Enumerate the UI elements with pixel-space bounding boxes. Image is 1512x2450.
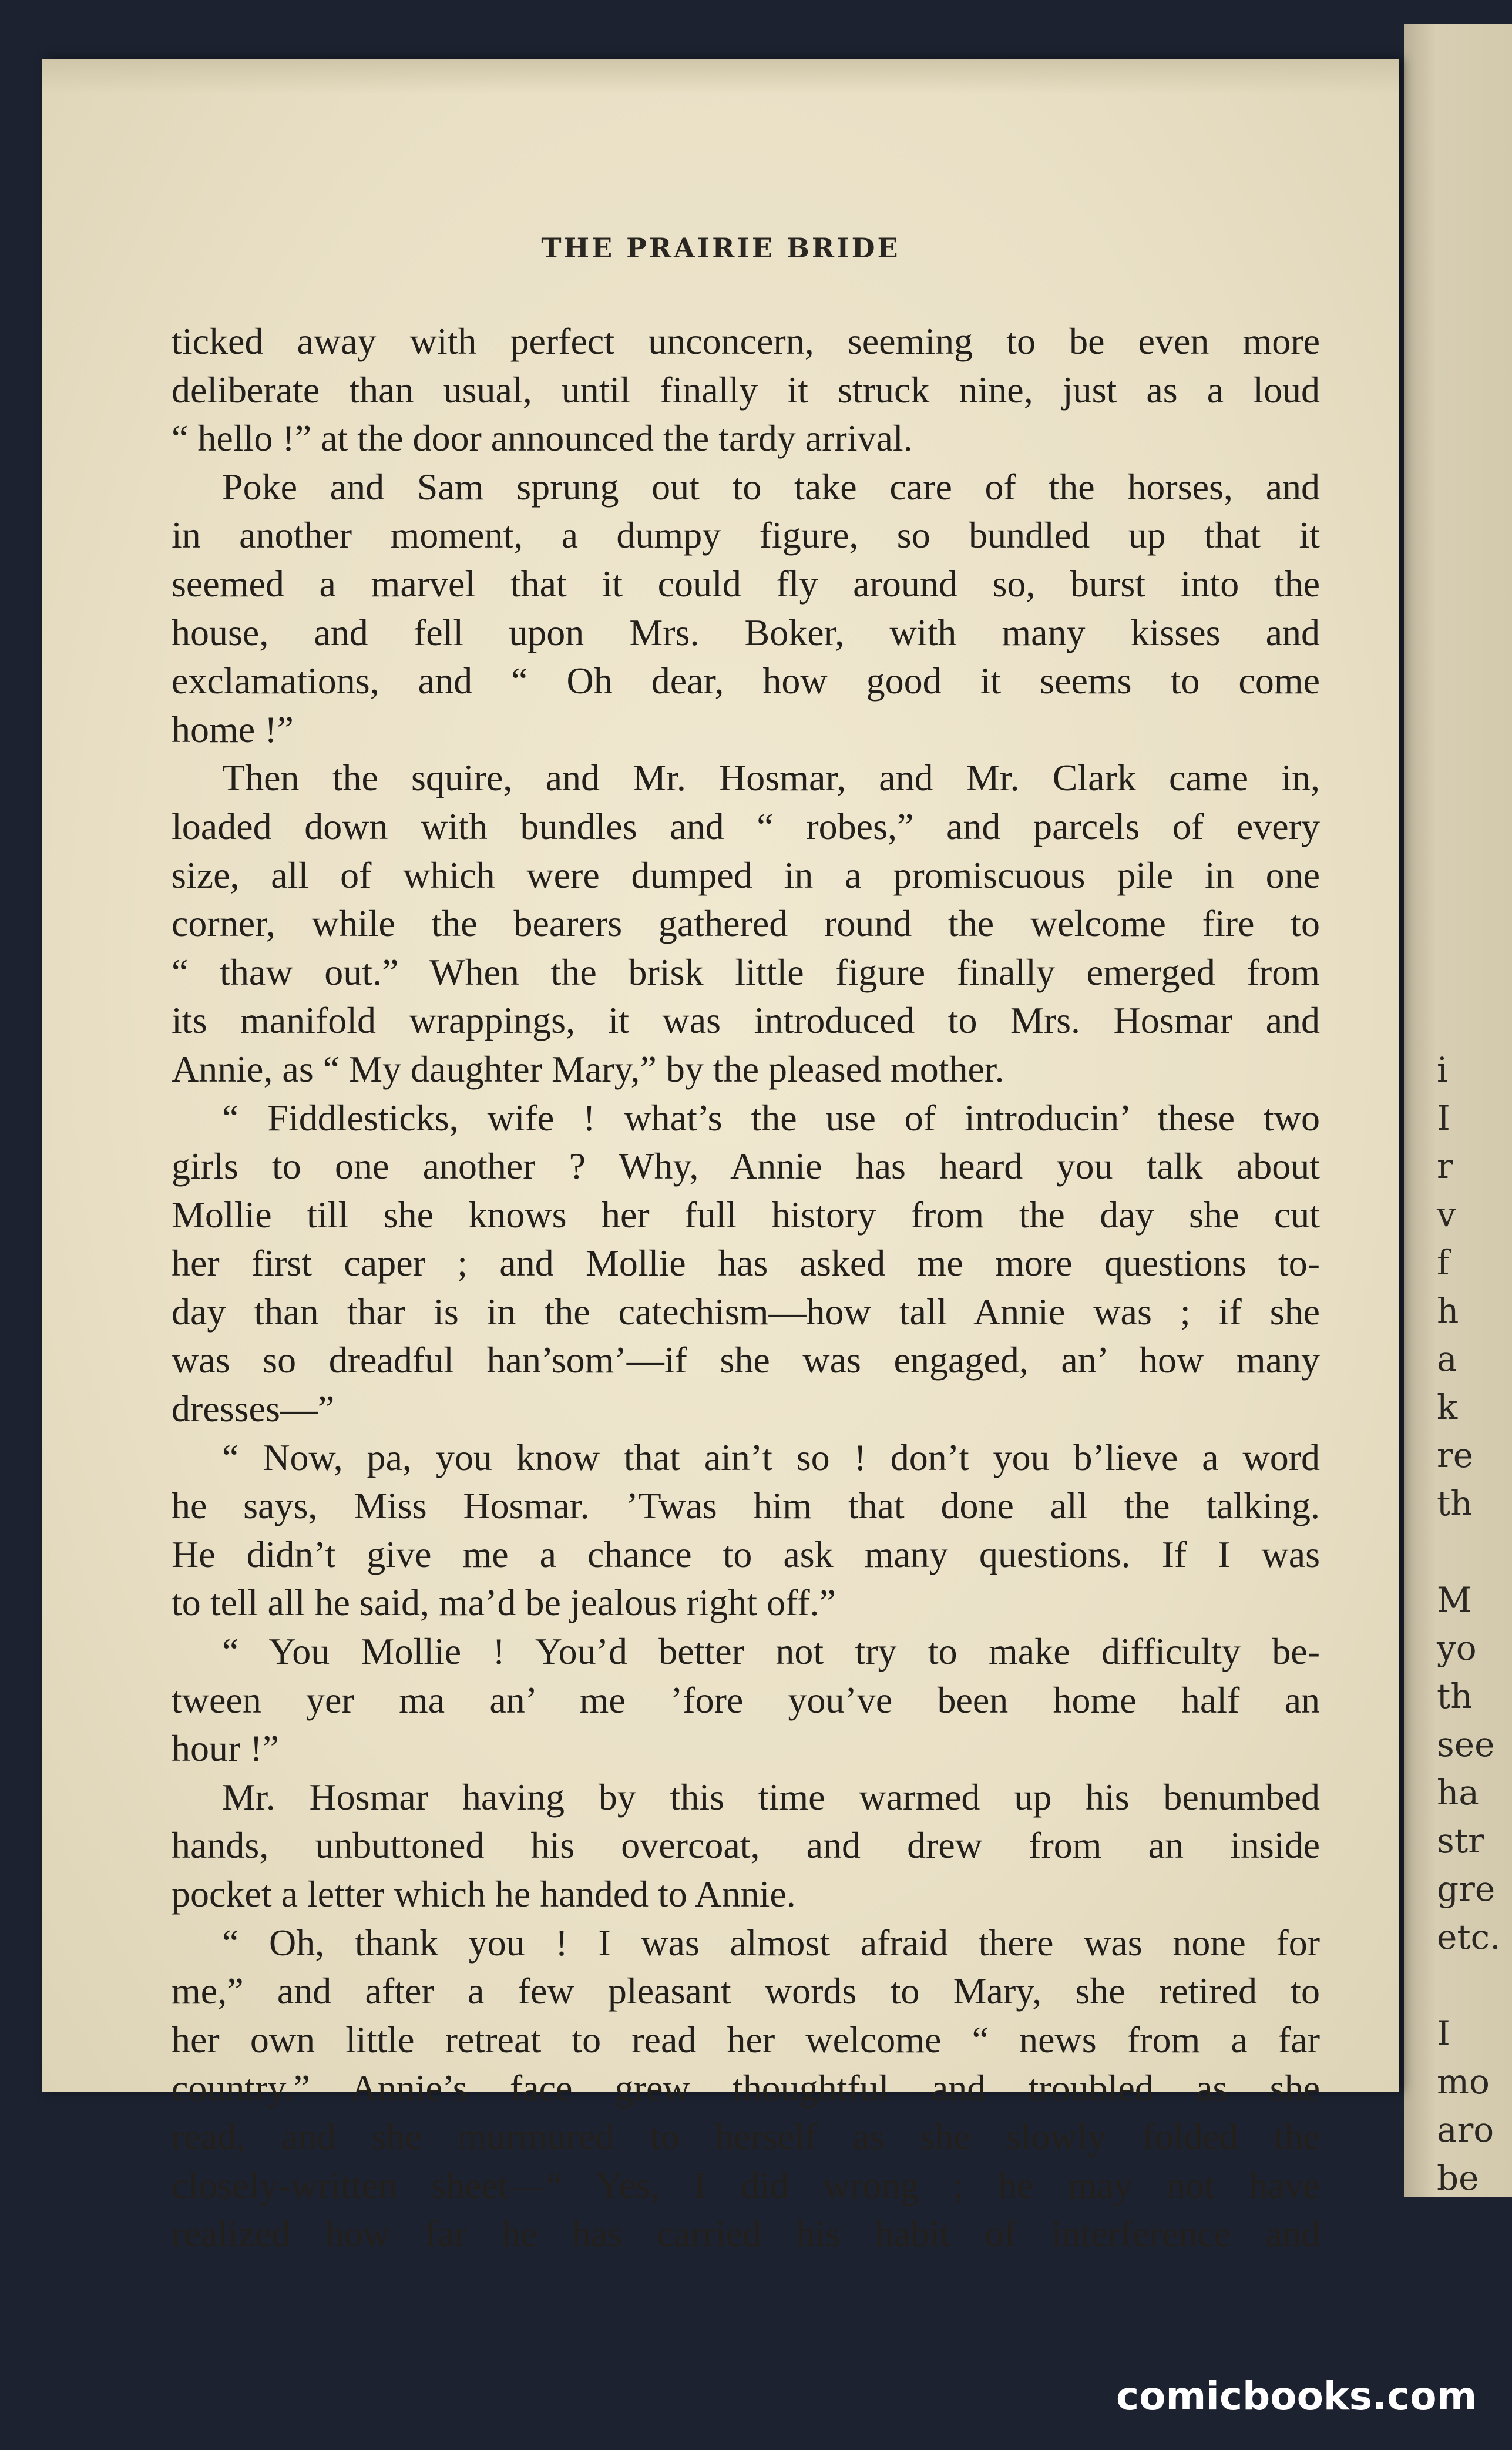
text-line: read, and she murmured to herself as she slowly folded the (172, 2115, 1320, 2157)
book-page (42, 59, 1399, 2255)
text-line: “ You Mollie ! You’d better not try to make difficulty be- (222, 1630, 1320, 1673)
text-line: to tell all he said, ma’d be jealous right off.” (172, 1582, 836, 1624)
facing-page-fragment: str (1437, 1821, 1484, 1861)
text-line: her first caper ; and Mollie has asked me more questions to- (172, 1242, 1320, 1284)
text-line: deliberate than usual, until finally it struck nine, just as a loud (172, 368, 1320, 411)
facing-page-fragment: th (1437, 1676, 1473, 1716)
facing-page-fragment: f (1437, 1243, 1450, 1283)
facing-page-fragment: I (1437, 2013, 1450, 2053)
text-line: “ Now, pa, you know that ain’t so ! don’t you b’lieve a word (222, 1436, 1320, 1478)
text-line: her own little retreat to read her welcome “ news from a far (172, 2018, 1320, 2060)
text-line: Mr. Hosmar having by this time warmed up his benumbed (222, 1776, 1320, 1818)
text-line: dresses—” (172, 1388, 335, 1430)
text-line: “ thaw out.” When the brisk little figure finally emerged from (172, 951, 1320, 993)
text-line: me,” and after a few pleasant words to Mary, she retired to (172, 1970, 1320, 2012)
facing-page-fragment: etc. (1437, 1917, 1501, 1957)
facing-page-text (1437, 1046, 1512, 2197)
text-line: its manifold wrappings, it was introduced to Mrs. Hosmar and (172, 999, 1320, 1042)
facing-page-fragment: v (1437, 1194, 1456, 1234)
text-line: home !” (172, 708, 294, 750)
facing-page-fragment: see (1437, 1724, 1495, 1764)
text-line: house, and fell upon Mrs. Boker, with many kisses and (172, 611, 1320, 653)
facing-page-fragment: r (1437, 1146, 1453, 1186)
facing-page-fragment: a (1437, 1339, 1457, 1379)
watermark-logo: comicbooks.com (1116, 2374, 1477, 2419)
body-text (172, 317, 1320, 2258)
text-line: “ hello !” at the door announced the tardy arrival. (172, 417, 913, 459)
text-line: Poke and Sam sprung out to take care of the horses, and (222, 465, 1320, 508)
text-line: Annie, as “ My daughter Mary,” by the pleased mother. (172, 1048, 1004, 1090)
facing-page-fragment: h (1437, 1291, 1459, 1331)
facing-page-fragment: aro (1437, 2110, 1494, 2150)
facing-page-edge (1404, 24, 1512, 2197)
text-line: size, all of which were dumped in a promiscuous pile in one (172, 854, 1320, 896)
text-line: day than thar is in the catechism—how tall Annie was ; if she (172, 1290, 1320, 1333)
text-line: “ Fiddlesticks, wife ! what’s the use of introducin’ these two (222, 1096, 1320, 1139)
text-line: seemed a marvel that it could fly around so, burst into the (172, 562, 1320, 605)
text-line: closely-written sheet—“ Yes, I did wrong ; he may not have (172, 2164, 1320, 2206)
facing-page-fragment: k (1437, 1387, 1458, 1427)
facing-page-fragment (1437, 1961, 1512, 2009)
running-head: THE PRAIRIE BRIDE (541, 232, 901, 264)
text-line: ticked away with perfect unconcern, seeming to be even more (172, 320, 1320, 362)
text-line: Then the squire, and Mr. Hosmar, and Mr. Clark came in, (222, 757, 1320, 799)
facing-page-fragment: re (1437, 1435, 1474, 1475)
facing-page-fragment: ha (1437, 1773, 1479, 1813)
text-line: “ Oh, thank you ! I was almost afraid there was none for (222, 1921, 1320, 1964)
text-line: corner, while the bearers gathered round the welcome fire to (172, 902, 1320, 945)
facing-page-fragment: yo (1437, 1628, 1477, 1668)
text-line: country.” Annie’s face grew thoughtful and troubled as she (172, 2067, 1320, 2109)
facing-page-fragment: gre (1437, 1869, 1496, 1909)
facing-page-fragment: I (1437, 1098, 1450, 1138)
text-line: in another moment, a dumpy figure, so bundled up that it (172, 514, 1320, 556)
facing-page-fragment (1437, 1528, 1512, 1576)
text-line: realized how far he has carried his habit of interference and (172, 2213, 1320, 2255)
text-line: girls to one another ? Why, Annie has heard you talk about (172, 1145, 1320, 1187)
facing-page-fragment: th (1437, 1484, 1473, 1523)
facing-page-fragment: M (1437, 1580, 1472, 1620)
text-line: He didn’t give me a chance to ask many questions. If I was (172, 1533, 1320, 1575)
text-line: was so dreadful han’som’—if she was engaged, an’ how many (172, 1339, 1320, 1381)
text-line: exclamations, and “ Oh dear, how good it seems to come (172, 660, 1320, 702)
text-line: loaded down with bundles and “ robes,” and parcels of every (172, 805, 1320, 847)
facing-page-fragment: mo (1437, 2062, 1490, 2102)
text-line: pocket a letter which he handed to Annie. (172, 1873, 796, 1915)
text-line: hands, unbuttoned his overcoat, and drew from an inside (172, 1824, 1320, 1867)
torn-top-edge (42, 59, 1399, 94)
text-line: hour !” (172, 1727, 280, 1770)
text-line: he says, Miss Hosmar. ’Twas him that done all the talking. (172, 1485, 1320, 1527)
facing-page-fragment: be (1437, 2158, 1479, 2197)
text-line: Mollie till she knows her full history from the day she cut (172, 1193, 1320, 1236)
facing-page-fragment: i (1437, 1050, 1448, 1090)
text-line: tween yer ma an’ me ’fore you’ve been home half an (172, 1679, 1320, 1721)
